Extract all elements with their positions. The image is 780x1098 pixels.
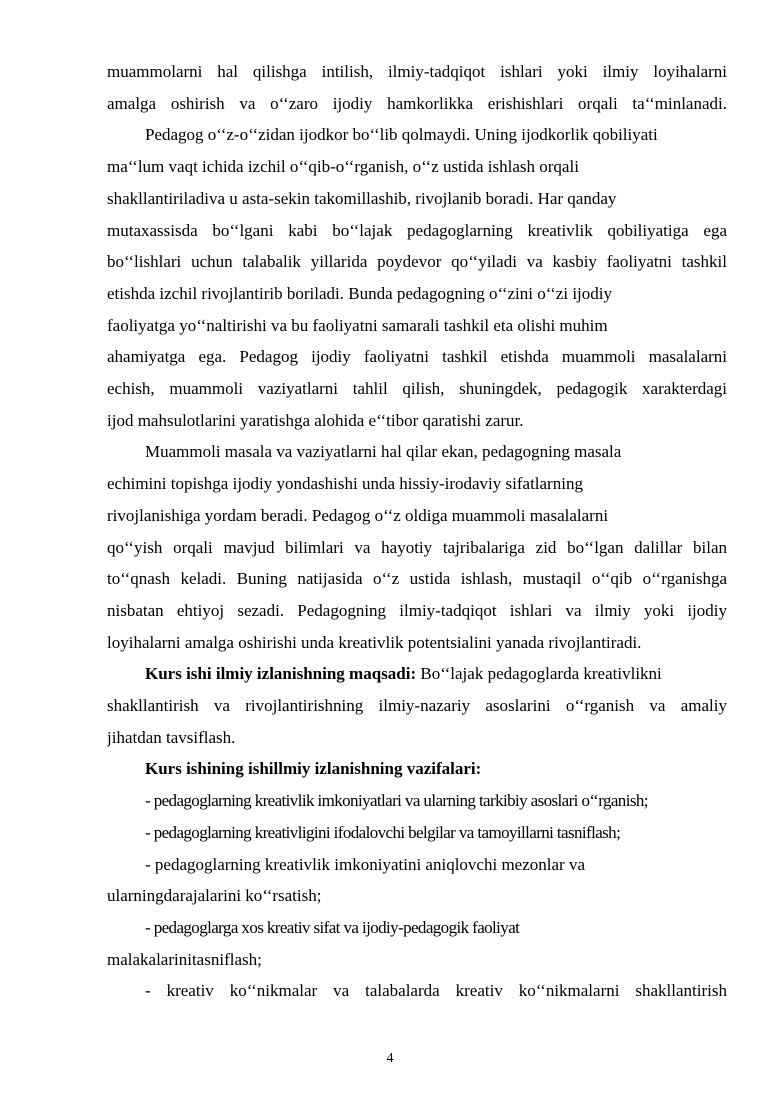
text-line	[145, 821, 727, 845]
text-line	[107, 60, 727, 84]
bold-heading: Kurs ishi ilmiy izlanishning maqsadi:	[145, 664, 417, 684]
text-line	[107, 599, 727, 623]
text-line	[145, 979, 727, 1003]
line-text: mutaxassisda bo‘‘lgani kabi bo‘‘lajak pedagoglarning kreativlik qobiliyatiga ega	[107, 220, 727, 240]
line-text: echimini topishga ijodiy yondashishi unda hissiy-irodaviy sifatlarning	[107, 474, 583, 494]
line-text: rivojlanishiga yordam beradi. Pedagog o‘‘z oldiga muammoli masalalarni	[107, 505, 609, 525]
line-text: - pedagoglarning kreativlik imkoniyatlari va ularning tarkibiy asoslari o‘‘rganish;	[145, 791, 648, 811]
line-text: ijod mahsulotlarini yaratishga alohida e‘‘tibor qaratishi zarur.	[107, 410, 524, 430]
line-text: Pedagog o‘‘z-o‘‘zidan ijodkor bo‘‘lib qolmaydi. Uning ijodkorlik qobiliyati	[145, 125, 658, 145]
line-text: shakllantiriladiva u asta-sekin takomillashib, rivojlanib boradi. Har qanday	[107, 188, 617, 208]
text-line	[107, 948, 727, 972]
line-text: malakalarinitasniflash;	[107, 949, 262, 969]
text-line	[107, 345, 727, 369]
text-line	[107, 250, 727, 274]
line-text: - pedagoglarning kreativlik imkoniyatini aniqlovchi mezonlar va	[145, 854, 585, 874]
line-text: - pedagoglarga xos kreativ sifat va ijodiy-pedagogik faoliyat	[145, 917, 520, 937]
page-number: 4	[386, 1051, 394, 1066]
text-line	[107, 219, 727, 243]
text-line	[107, 282, 727, 306]
text-line	[145, 440, 727, 464]
line-text: - kreativ ko‘‘nikmalar va talabalarda kreativ ko‘‘nikmalarni shakllantirish	[145, 981, 727, 1001]
line-text: muammolarni hal qilishga intilish, ilmiy-tadqiqot ishlari yoki ilmiy loyihalarni	[107, 62, 727, 81]
text-line	[107, 314, 727, 338]
text-line	[145, 662, 727, 686]
line-text: nisbatan ehtiyoj sezadi. Pedagogning ilmiy-tadqiqot ishlari va ilmiy yoki ijodiy	[107, 600, 727, 620]
line-text: ma‘‘lum vaqt ichida izchil o‘‘qib-o‘‘rganish, o‘‘z ustida ishlash orqali	[107, 157, 579, 177]
line-text: faoliyatga yo‘‘naltirishi va bu faoliyatni samarali tashkil eta olishi muhim	[107, 315, 608, 335]
line-text: to‘‘qnash keladi. Buning natijasida o‘‘z ustida ishlash, mustaqil o‘‘qib o‘‘rganishga	[107, 569, 727, 589]
text-line	[107, 409, 727, 433]
text-line	[107, 631, 727, 655]
text-line	[145, 916, 727, 940]
text-line	[145, 853, 727, 877]
line-text: echish, muammoli vaziyatlarni tahlil qilish, shuningdek, pedagogik xarakterdagi	[107, 379, 727, 398]
line-text: Bo‘‘lajak pedagoglarda kreativlikni	[416, 664, 662, 684]
text-line	[107, 726, 727, 750]
text-line	[107, 155, 727, 179]
text-line	[107, 472, 727, 496]
text-line	[107, 377, 727, 401]
text-line	[107, 536, 727, 560]
text-line	[145, 789, 727, 813]
line-text: ahamiyatga ega. Pedagog ijodiy faoliyatni tashkil etishda muammoli masalalarni	[107, 347, 727, 367]
line-text: shakllantirish va rivojlantirishning ilmiy-nazariy asoslarini o‘‘rganish va amaliy	[107, 696, 727, 715]
line-text: Muammoli masala va vaziyatlarni hal qilar ekan, pedagogning masala	[145, 442, 622, 462]
text-line	[145, 123, 727, 147]
line-text: qo‘‘yish orqali mavjud bilimlari va hayotiy tajribalariga zid bo‘‘lgan dalillar bilan	[107, 537, 727, 557]
line-text: amalga oshirish va o‘‘zaro ijodiy hamkorlikka erishishlari orqali ta‘‘minlanadi.	[107, 93, 727, 113]
text-line	[107, 187, 727, 211]
line-text: ularningdarajalarini ko‘‘rsatish;	[107, 886, 322, 906]
line-text: loyihalarni amalga oshirishi unda kreativlik potentsialini yanada rivojlantiradi.	[107, 632, 642, 652]
bold-heading: Kurs ishining ishillmiy izlanishning vazifalari:	[145, 759, 482, 779]
text-line	[107, 884, 727, 908]
text-line	[107, 92, 727, 116]
text-line	[107, 694, 727, 718]
text-line	[145, 757, 727, 781]
text-line	[107, 504, 727, 528]
line-text: etishda izchil rivojlantirib boriladi. Bunda pedagogning o‘‘zini o‘‘zi ijodiy	[107, 283, 612, 303]
line-text: jihatdan tavsiflash.	[107, 727, 236, 747]
line-text: bo‘‘lishlari uchun talabalik yillarida poydevor qo‘‘yiladi va kasbiy faoliyatni tashkil	[107, 252, 727, 272]
text-line	[107, 567, 727, 591]
line-text: - pedagoglarning kreativligini ifodalovchi belgilar va tamoyillarni tasniflash;	[145, 822, 621, 842]
